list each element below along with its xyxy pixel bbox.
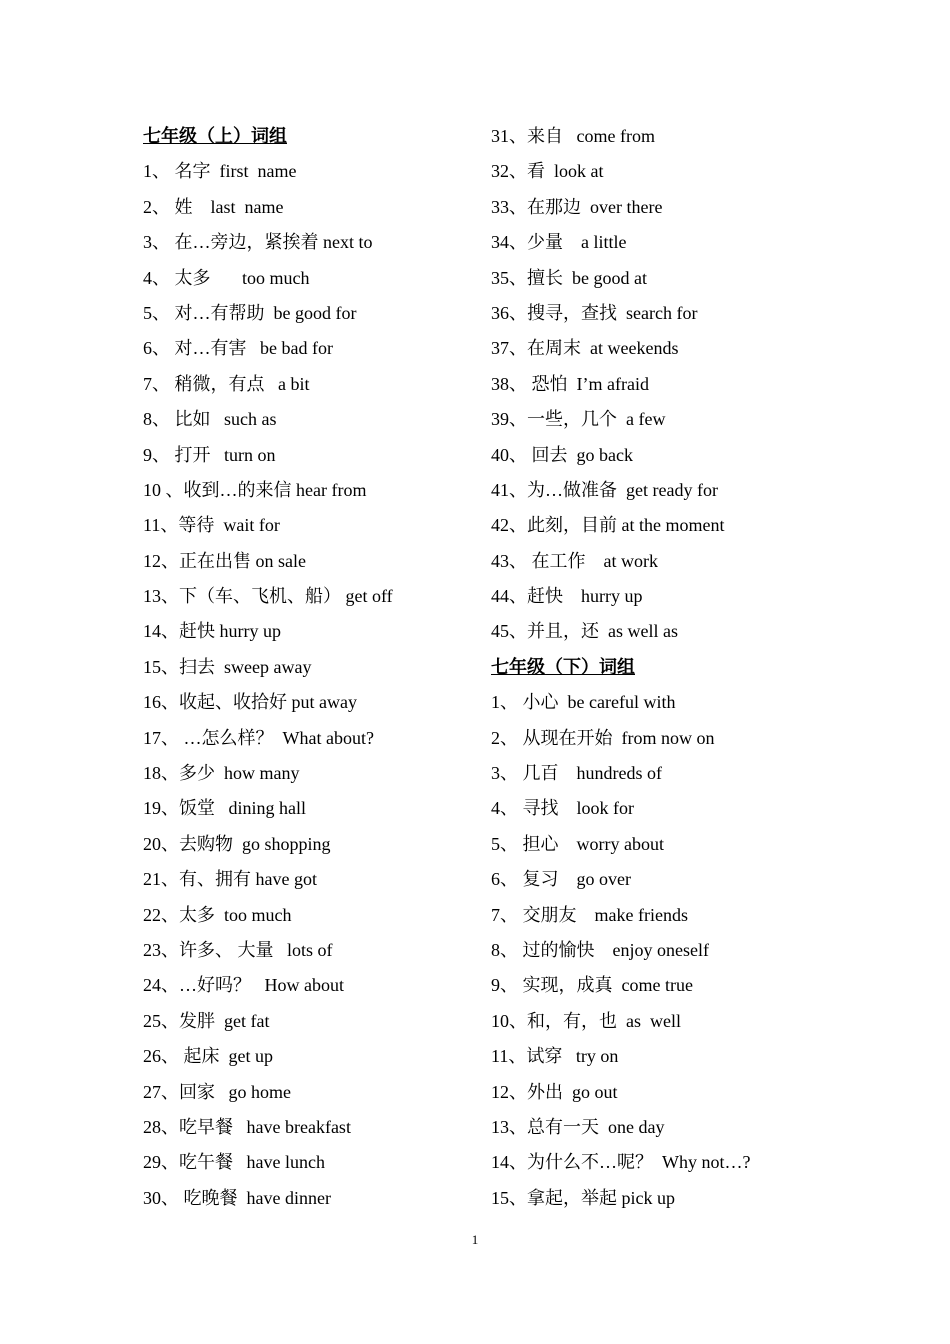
list-item: 9、 打开 turn on	[143, 444, 276, 465]
list-item: 41、为…做准备 get ready for	[491, 479, 718, 500]
list-item: 14、赶快 hurry up	[143, 621, 281, 642]
list-item: 15、拿起，举起 pick up	[491, 1187, 675, 1208]
list-item: 6、 复习 go over	[491, 869, 631, 890]
left-column	[143, 119, 473, 1216]
page-number: 1	[471, 1232, 479, 1247]
list-item: 7、 稍微，有点 a bit	[143, 373, 310, 394]
list-item: 4、 寻找 look for	[491, 798, 634, 819]
list-item: 10 、收到…的来信 hear from	[143, 479, 367, 500]
list-item: 19、饭堂 dining hall	[143, 798, 306, 819]
list-item: 6、 对…有害 be bad for	[143, 338, 333, 359]
list-item: 37、在周末 at weekends	[491, 338, 679, 359]
list-item: 36、搜寻，查找 search for	[491, 302, 698, 323]
list-item: 38、 恐怕 I’m afraid	[491, 373, 649, 394]
list-item: 30、 吃晚餐 have dinner	[143, 1187, 331, 1208]
list-item: 16、收起、收拾好 put away	[143, 692, 357, 713]
list-item: 21、有、拥有 have got	[143, 869, 317, 890]
list-item: 20、去购物 go shopping	[143, 833, 331, 854]
list-item: 43、 在工作 at work	[491, 550, 658, 571]
list-item: 22、太多 too much	[143, 904, 292, 925]
list-item: 45、并且，还 as well as	[491, 621, 678, 642]
list-item: 35、擅长 be good at	[491, 267, 647, 288]
list-item: 12、正在出售 on sale	[143, 550, 306, 571]
list-item: 8、 过的愉快 enjoy oneself	[491, 939, 709, 960]
list-item: 12、外出 go out	[491, 1081, 618, 1102]
list-item: 33、在那边 over there	[491, 196, 663, 217]
list-item: 28、吃早餐 have breakfast	[143, 1116, 351, 1137]
list-item: 17、 …怎么样？ What about?	[143, 727, 374, 748]
list-item: 15、扫去 sweep away	[143, 656, 312, 677]
list-item: 29、吃午餐 have lunch	[143, 1152, 325, 1173]
list-item: 5、 担心 worry about	[491, 833, 664, 854]
list-item: 18、多少 how many	[143, 763, 300, 784]
list-item: 40、 回去 go back	[491, 444, 633, 465]
right-phrase-list-top	[491, 119, 821, 650]
list-item: 25、发胖 get fat	[143, 1010, 270, 1031]
list-item: 26、 起床 get up	[143, 1046, 273, 1067]
left-phrase-list	[143, 154, 473, 1216]
list-item: 27、回家 go home	[143, 1081, 291, 1102]
list-item: 2、 从现在开始 from now on	[491, 727, 715, 748]
list-item: 1、 名字 first name	[143, 161, 297, 182]
list-item: 31、来自 come from	[491, 126, 655, 146]
list-item: 3、 几百 hundreds of	[491, 763, 662, 784]
list-item: 5、 对…有帮助 be good for	[143, 302, 357, 323]
list-item: 2、 姓 last name	[143, 196, 284, 217]
list-item: 8、 比如 such as	[143, 409, 277, 430]
list-item: 13、总有一天 one day	[491, 1116, 665, 1137]
list-item: 24、…好吗？ How about	[143, 975, 344, 996]
section-heading-grade7-second: 七年级（下）词组	[491, 656, 635, 677]
list-item: 4、 太多 too much	[143, 267, 310, 288]
list-item: 3、 在…旁边，紧挨着 next to	[143, 232, 373, 253]
list-item: 13、下（车、飞机、船） get off	[143, 586, 393, 607]
list-item: 11、等待 wait for	[143, 515, 280, 536]
list-item: 7、 交朋友 make friends	[491, 904, 688, 925]
section-heading-grade7-first: 七年级（上）词组	[143, 126, 287, 146]
right-column	[491, 119, 821, 1216]
list-item: 34、少量 a little	[491, 232, 627, 253]
list-item: 44、赶快 hurry up	[491, 586, 643, 607]
list-item: 11、试穿 try on	[491, 1046, 619, 1067]
list-item: 9、 实现，成真 come true	[491, 975, 693, 996]
list-item: 1、 小心 be careful with	[491, 692, 676, 713]
right-phrase-list-bottom	[491, 685, 821, 1216]
list-item: 39、一些，几个 a few	[491, 409, 666, 430]
list-item: 14、为什么不…呢？ Why not…?	[491, 1152, 751, 1173]
list-item: 23、许多、 大量 lots of	[143, 939, 333, 960]
list-item: 42、此刻，目前 at the moment	[491, 515, 725, 536]
list-item: 32、看 look at	[491, 161, 604, 182]
list-item: 10、和，有，也 as well	[491, 1010, 681, 1031]
